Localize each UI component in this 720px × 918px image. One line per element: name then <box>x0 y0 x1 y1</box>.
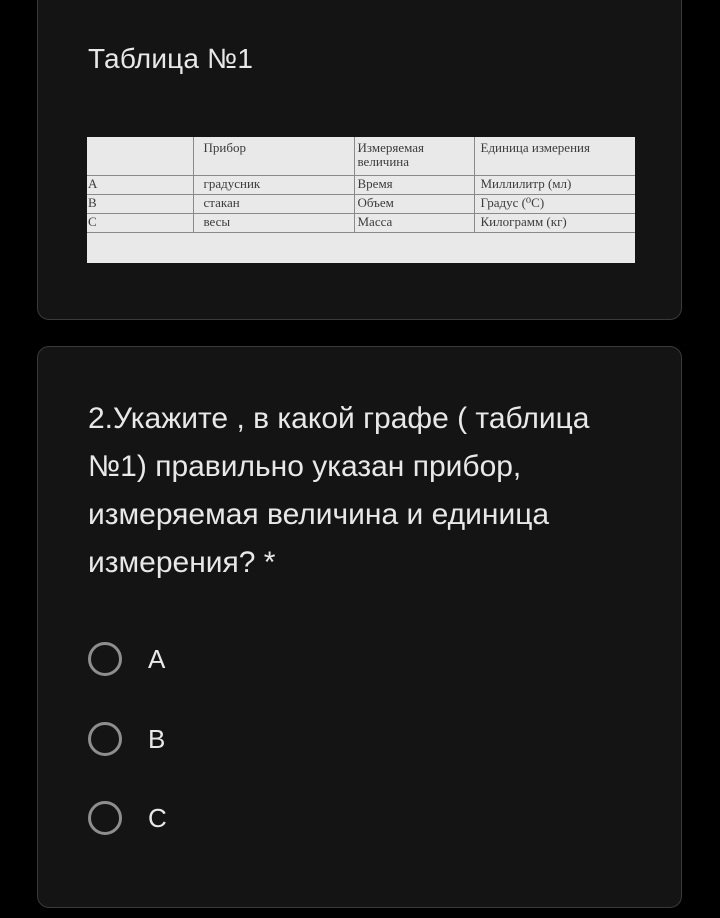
table-cell: Время <box>354 176 474 195</box>
option-label: A <box>148 643 166 674</box>
radio-button-icon[interactable] <box>88 642 122 676</box>
table-cell: С <box>87 214 193 233</box>
table-image <box>87 137 635 263</box>
table-row <box>87 214 635 233</box>
option-label: B <box>148 723 166 754</box>
table-blank-cell <box>87 233 193 256</box>
table-header-cell: Измеряемая величина <box>354 137 474 176</box>
radio-button-icon[interactable] <box>88 722 122 756</box>
option-a[interactable] <box>88 639 165 679</box>
card-title: Таблица №1 <box>88 43 254 74</box>
option-label: C <box>148 802 167 833</box>
table-cell: весы <box>193 214 354 233</box>
table-blank-row <box>87 233 635 256</box>
table-cell: Объем <box>354 195 474 214</box>
table-row <box>87 195 635 214</box>
option-b[interactable] <box>88 719 165 759</box>
table-blank-cell <box>474 233 635 256</box>
table-header-cell: Прибор <box>193 137 354 176</box>
table-row <box>87 176 635 195</box>
table-cell: Килограмм (кг) <box>474 214 635 233</box>
table-cell: стакан <box>193 195 354 214</box>
table-cell: В <box>87 195 193 214</box>
table-blank-cell <box>193 233 354 256</box>
question-card <box>37 346 682 908</box>
question-text: 2.Укажите , в какой графе ( таблица №1) правильно указан прибор, измеряемая величина и единица измерения? <box>88 402 590 579</box>
table-blank-cell <box>354 233 474 256</box>
table-header-cell: Единица измерения <box>474 137 635 176</box>
required-asterisk: * <box>263 546 276 579</box>
table-cell: Масса <box>354 214 474 233</box>
table-cell: Миллилитр (мл) <box>474 176 635 195</box>
table-cell: Градус (⁰С) <box>474 195 635 214</box>
radio-button-icon[interactable] <box>88 801 122 835</box>
table-header-row <box>87 137 635 176</box>
table-card <box>37 0 682 320</box>
table-cell: градусник <box>193 176 354 195</box>
measurement-table <box>87 137 635 255</box>
option-c[interactable] <box>88 798 167 838</box>
question-title <box>88 395 648 587</box>
table-header-cell <box>87 137 193 176</box>
table-cell: А <box>87 176 193 195</box>
